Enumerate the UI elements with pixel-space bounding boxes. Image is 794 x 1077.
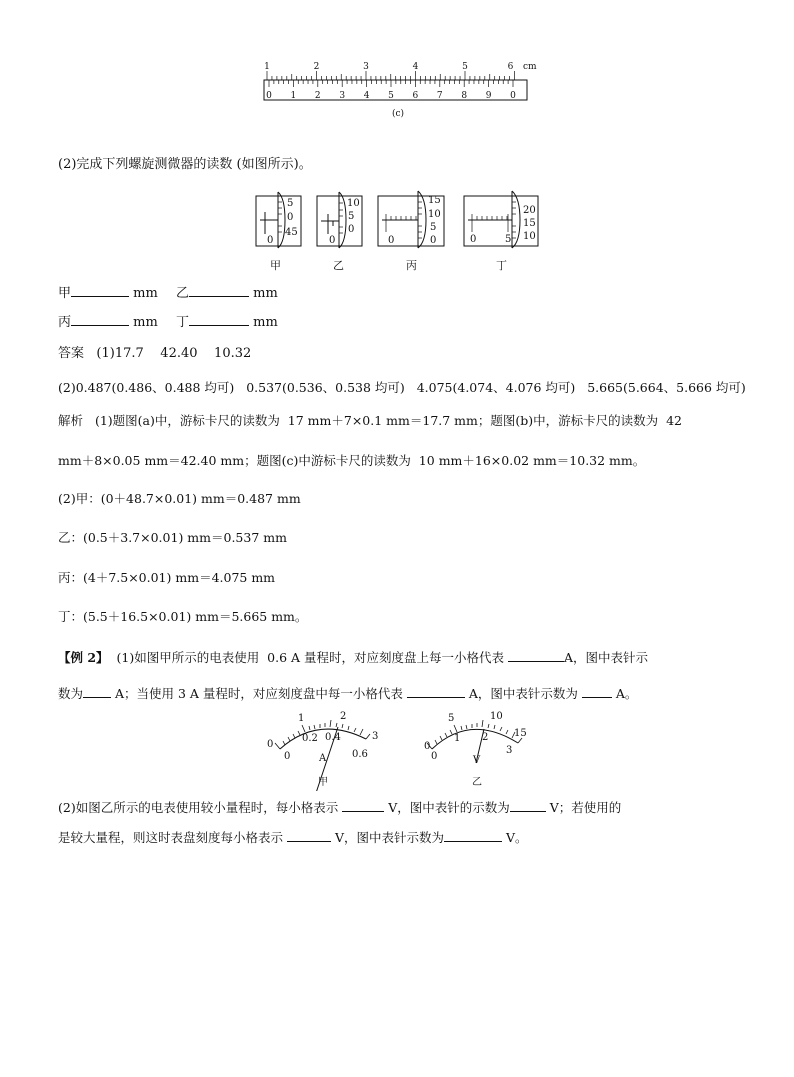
blank-row-2b [176,313,278,331]
example2-text: (1)如图甲所示的电表使用 0.6 A 量程时，对应刻度盘上每一小格代表 [116,650,505,665]
scale-label: 5 [505,234,512,245]
figure-label-yi: 乙 [333,259,344,272]
dial-label: 0.4 [325,732,341,743]
example2-text: A。 [615,686,638,701]
micrometer-ding [462,188,542,252]
answer-blank-a-per-div-3[interactable] [407,685,465,698]
dial-label: 3 [372,731,379,742]
answer-blank-v-per-div-small[interactable] [342,799,384,812]
dial-label: 5 [448,713,455,724]
unit-label: mm [133,286,158,301]
answer-blank-v-reading-small[interactable] [510,799,546,812]
example-tag: 【例 2】 [58,650,109,665]
blank-label: 丙 [58,315,72,330]
meter-caption: 乙 [472,777,482,788]
caliper-vernier-label: 0 [510,91,516,101]
caliper-main-scale [264,71,519,80]
answer-blank-yi[interactable] [189,284,249,297]
dial-label: 0 [267,739,274,750]
answer-blank-bing[interactable] [71,313,129,326]
caliper-vernier-label: 2 [314,91,321,101]
thimble-curve [512,191,520,248]
caliper-main-labels [264,62,514,72]
scale-label: 10 [347,198,360,209]
dial-label: 10 [490,711,503,722]
example2-text: V，图中表针示数为 [334,830,445,845]
blank-label: 甲 [58,286,72,301]
example2-line-3 [58,799,621,816]
micrometer-bing [376,188,448,252]
answer-blank-jia[interactable] [71,284,129,297]
caliper-main-label: 1 [264,62,270,72]
scale-label: 0 [470,234,477,245]
caliper-vernier-label: 5 [388,91,394,101]
dial-label: 2 [340,711,347,722]
voltmeter-dial [418,705,548,791]
example2-text: A，图中表针示数为 [468,686,578,701]
example2-text: V；若使用的 [549,800,622,815]
caliper-main-label: 5 [462,62,468,72]
scale-label: 10 [428,209,441,220]
scale-label: 45 [285,227,298,238]
analysis-line-2: mm＋8×0.05 mm＝42.40 mm；题图(c)中游标卡尺的读数为 10 mm＋16×0.02 mm＝10.32 mm。 [58,453,646,468]
caliper-main-label: 6 [507,62,514,72]
example2-text: V，图中表针的示数为 [388,800,510,815]
analysis-head: 解析 [58,413,84,428]
answer-blank-ding[interactable] [189,313,249,326]
dial-label: 0.2 [302,733,318,744]
ammeter-dial [258,705,388,791]
dial-label: 15 [514,728,527,739]
unit-label: mm [253,286,278,301]
analysis-yi: 乙：(0.5＋3.7×0.01) mm＝0.537 mm [58,530,287,545]
meter-symbol: A [319,753,327,764]
dial-label: 2 [482,732,489,743]
example2-text: 是较大量程，则这时表盘刻度每小格表示 [58,830,284,845]
figure-label-jia: 甲 [270,259,281,272]
dial-label: 0.6 [352,749,368,760]
vernier-caliper-figure [252,58,542,120]
dial-label: 3 [506,745,513,756]
unit-label: mm [253,315,278,330]
blank-row-1b [176,284,278,302]
figure-label-bing: 丙 [406,259,417,272]
scale-label: 0 [430,235,437,246]
answer-head: 答案 [58,346,85,361]
example2-text: V。 [506,830,528,845]
scale-label: 15 [523,218,536,229]
scale-label: 5 [430,222,437,233]
dial-label: 0 [431,751,438,762]
answer-blank-a-reading-06[interactable] [83,685,111,698]
dial-label: 1 [454,733,461,744]
dial-label: 0 [284,751,291,762]
caliper-unit: cm [523,62,537,72]
scale-label: 0 [287,212,294,223]
example2-text: (2)如图乙所示的电表使用较小量程时，每小格表示 [58,800,339,815]
scale-label: 20 [523,205,536,216]
scale-label: 10 [523,231,536,242]
analysis-bing: 丙：(4＋7.5×0.01) mm＝4.075 mm [58,570,276,585]
blank-label: 乙 [176,286,190,301]
dial-arc [280,729,366,749]
scale-label: 0 [329,235,336,246]
caliper-main-label: 2 [313,62,320,72]
example2-text: A，图中表针示 [564,650,649,665]
meter-caption: 甲 [318,777,328,788]
analysis-text: (1)题图(a)中，游标卡尺的读数为 17 mm＋7×0.1 mm＝17.7 mm；题图(b)中，游标卡尺的读数为 42 [94,413,682,428]
caliper-main-label: 4 [412,62,419,72]
example2-text: 数为 [58,686,84,701]
caliper-vernier-label: 7 [436,91,443,101]
micrometer-jia [255,190,303,252]
caliper-main-label: 3 [363,62,369,72]
caliper-vernier-label: 8 [461,91,468,101]
caliper-vernier-label: 3 [339,91,346,101]
analysis-line-1 [58,413,682,429]
example2-line-2 [58,685,637,702]
q2-prompt: (2)完成下列螺旋测微器的读数 (如图所示)。 [58,157,312,172]
dial-label: 0 [424,741,431,752]
scale-label: 0 [388,235,395,246]
scale-label: 0 [348,224,355,235]
caliper-vernier-label: 4 [363,91,370,101]
caliper-vernier-label: 9 [485,91,492,101]
analysis-jia: (2)甲：(0＋48.7×0.01) mm＝0.487 mm [58,491,301,506]
caliper-vernier-label: 0 [266,91,272,101]
answer-blank-a-reading-3[interactable] [582,685,612,698]
meter-symbol: V [473,755,481,766]
thimble-curve [339,192,346,248]
blank-row-1 [58,284,158,302]
analysis-ding: 丁：(5.5＋16.5×0.01) mm＝5.665 mm。 [58,609,308,624]
caliper-vernier-label: 1 [290,91,297,101]
example2-text: A；当使用 3 A 量程时，对应刻度盘中每一小格代表 [115,686,403,701]
figure-label-ding: 丁 [496,259,507,272]
thimble-curve [418,191,426,248]
answer-part-1: (1)17.7 42.40 10.32 [96,346,252,361]
example2-line-1 [58,649,648,666]
blank-label: 丁 [176,315,190,330]
answer-line-1 [58,346,251,362]
caliper-vernier-label: 6 [412,91,419,101]
thimble-curve [278,192,285,248]
micrometer-yi [316,190,364,252]
scale-label: 5 [348,211,355,222]
caliper-caption: (c) [391,109,405,119]
caliper-vernier-scale [269,80,513,87]
unit-label: mm [133,315,158,330]
example2-line-4 [58,829,528,846]
scale-label: 15 [428,195,441,206]
blank-row-2 [58,313,158,331]
dial-label: 1 [298,713,305,724]
scale-label: 5 [287,198,294,209]
scale-label: 0 [267,235,274,246]
answer-line-2: (2)0.487(0.486、0.488 均可) 0.537(0.536、0.538 均可) 4.075(4.074、4.076 均可) 5.665(5.664、5.666 均可) [58,380,746,395]
answer-blank-v-per-div-large[interactable] [287,829,331,842]
answer-blank-v-reading-large[interactable] [444,829,502,842]
answer-blank-a-per-div-06[interactable] [508,649,564,662]
